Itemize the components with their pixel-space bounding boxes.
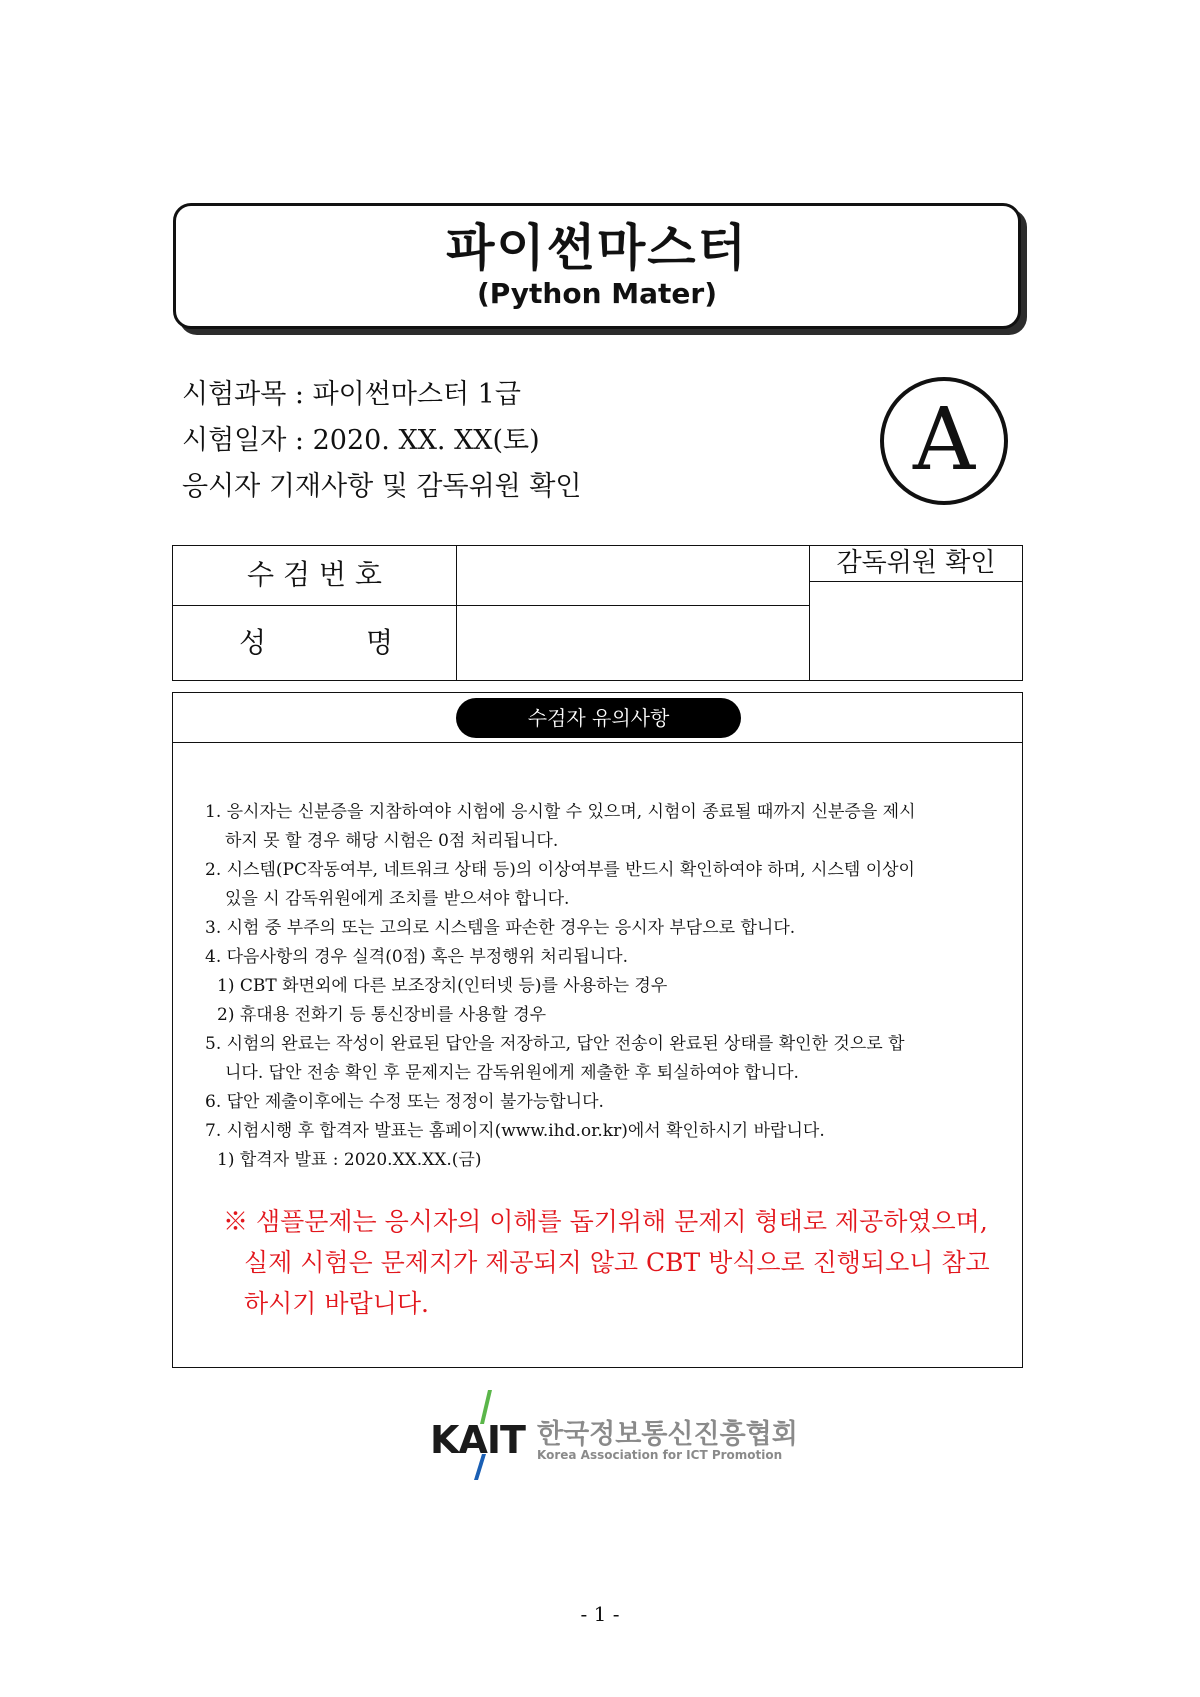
notice-item: 하지 못 할 경우 해당 시험은 0점 처리됩니다.: [225, 831, 559, 851]
notice-item: 6. 답안 제출이후에는 수정 또는 정정이 불가능합니다.: [205, 1092, 604, 1112]
name-label: [172, 605, 457, 681]
warning-line: ※ 샘플문제는 응시자의 이해를 돕기위해 문제지 형태로 제공하였으며,: [223, 1207, 988, 1236]
exam-number-field[interactable]: [456, 545, 810, 606]
candidate-confirm-heading: 응시자 기재사항 및 감독위원 확인: [182, 471, 582, 502]
page-number: - 1 -: [580, 1602, 620, 1626]
kait-korean-name: 한국정보통신진흥협회: [537, 1419, 798, 1450]
supervisor-label-text: 감독위원 확인: [836, 548, 996, 578]
exam-version-mark: A: [880, 377, 1008, 505]
notice-item: 7. 시험시행 후 합격자 발표는 홈페이지(www.ihd.or.kr)에서 확인하시기 바랍니다.: [205, 1121, 825, 1141]
supervisor-sign-field[interactable]: [809, 581, 1023, 681]
exam-date: 시험일자 : 2020. XX. XX(토): [182, 425, 540, 456]
name-field[interactable]: [456, 605, 810, 681]
notice-item: 2. 시스템(PC작동여부, 네트워크 상태 등)의 이상여부를 반드시 확인하여야 하며, 시스템 이상이: [205, 860, 915, 880]
notice-box: [172, 692, 1023, 1368]
notice-item: 니다. 답안 전송 확인 후 문제지는 감독위원에게 제출한 후 퇴실하여야 합니다.: [225, 1063, 799, 1083]
notice-item: 1) CBT 화면외에 다른 보조장치(인터넷 등)를 사용하는 경우: [217, 976, 668, 996]
exam-number-label: [172, 545, 457, 606]
name-label-part2: 명: [366, 626, 394, 659]
sample-warning: [223, 1201, 1013, 1324]
notice-title: 수검자 유의사항: [456, 698, 741, 738]
warning-line: 실제 시험은 문제지가 제공되지 않고 CBT 방식으로 진행되오니 참고: [244, 1248, 990, 1277]
supervisor-label: [809, 545, 1023, 582]
kait-english-name: Korea Association for ICT Promotion: [537, 1448, 783, 1462]
exam-number-label-text: 수 검 번 호: [247, 558, 382, 591]
notice-item: 3. 시험 중 부주의 또는 고의로 시스템을 파손한 경우는 응시자 부담으로 합니다.: [205, 918, 796, 938]
kait-logo: [430, 1390, 798, 1480]
notice-item: 2) 휴대용 전화기 등 통신장비를 사용할 경우: [217, 1005, 547, 1025]
notice-item: 4. 다음사항의 경우 실격(0점) 혹은 부정행위 처리됩니다.: [205, 947, 628, 967]
notice-list: [205, 798, 1005, 1175]
exam-info: [182, 372, 581, 510]
kait-abbr: KAIT: [430, 1418, 525, 1462]
title-box: [173, 203, 1021, 329]
exam-subject: 시험과목 : 파이썬마스터 1급: [182, 379, 521, 410]
notice-item: 있을 시 감독위원에게 조치를 받으셔야 합니다.: [225, 889, 570, 909]
notice-header: [173, 693, 1022, 743]
notice-item: 5. 시험의 완료는 작성이 완료된 답안을 저장하고, 답안 전송이 완료된 상태를 확인한 것으로 합: [205, 1034, 905, 1054]
candidate-id-table: [172, 545, 1023, 681]
warning-line: 하시기 바랍니다.: [244, 1289, 429, 1318]
notice-item: 1) 합격자 발표 : 2020.XX.XX.(금): [217, 1150, 482, 1170]
name-label-part1: 성: [239, 626, 267, 659]
notice-item: 1. 응시자는 신분증을 지참하여야 시험에 응시할 수 있으며, 시험이 종료될 때까지 신분증을 제시: [205, 802, 916, 822]
exam-subtitle: (Python Mater): [476, 277, 718, 310]
exam-title: 파이썬마스터: [446, 219, 748, 277]
